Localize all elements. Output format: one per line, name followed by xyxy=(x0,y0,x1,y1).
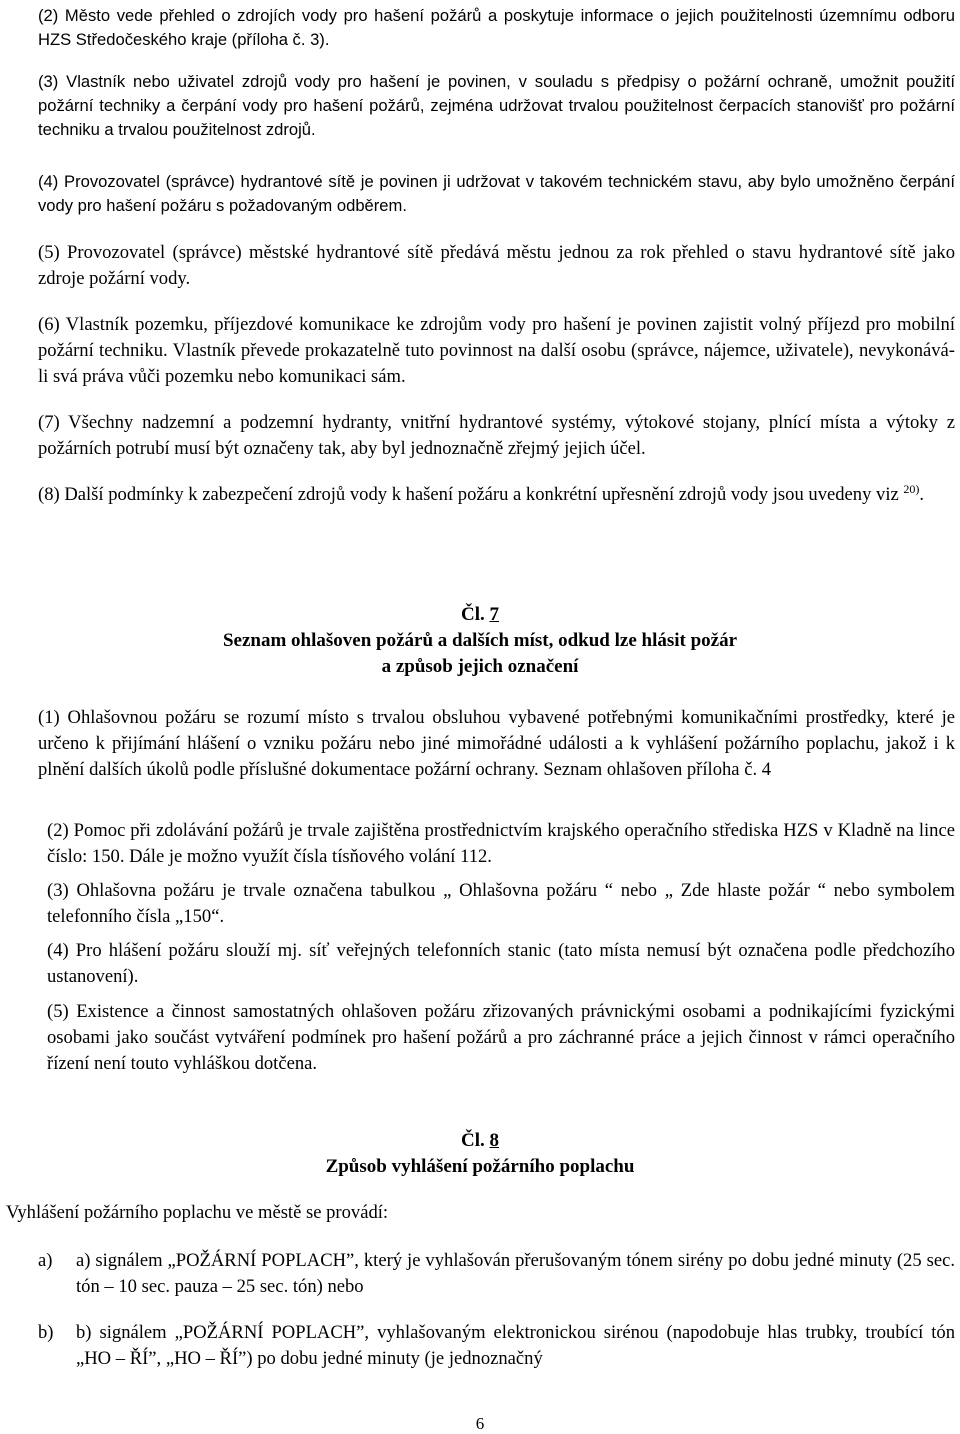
article-7-prefix: Čl. xyxy=(461,604,490,625)
list-item-text: b) signálem „POŽÁRNÍ POPLACH”, vyhlašovaným elektronickou sirénou (napodobuje hlas trubky, troubící tón „HO – ŘÍ”, „HO – ŘÍ”) po dobu jedné minuty (je jednoznačný xyxy=(76,1322,955,1369)
art7-paragraph-4: (4) Pro hlášení požáru slouží mj. síť veřejných telefonních stanic (tato místa nemusí být označena podle předchozího ustanovení). xyxy=(47,940,955,987)
art7-paragraph-2: (2) Pomoc při zdolávání požárů je trvale zajištěna prostřednictvím krajského operačního střediska HZS v Kladně na lince číslo: 150. Dále je možno využít čísla tísňového volání 112. xyxy=(47,820,955,867)
article-7-number xyxy=(0,602,960,628)
art8-intro: Vyhlášení požárního poplachu ve městě se provádí: xyxy=(6,1202,389,1223)
paragraph-8-text: (8) Další podmínky k zabezpečení zdrojů vody k hašení požáru a konkrétní upřesnění zdrojů vody jsou uvedeny viz xyxy=(38,484,904,505)
paragraph-7: (7) Všechny nadzemní a podzemní hydranty, vnitřní hydrantové systémy, výtokové stojany, plnící místa a výtoky z požárních potrubí musí být označeny tak, aby byl jednoznačně zřejmý jejich účel. xyxy=(38,412,955,459)
article-7-title-1: Seznam ohlašoven požárů a dalších míst, odkud lze hlásit požár xyxy=(222,630,738,651)
footnote-ref: 20) xyxy=(903,482,920,496)
list-marker: a) xyxy=(38,1250,53,1271)
paragraph-6: (6) Vlastník pozemku, příjezdové komunikace ke zdrojům vody pro hašení je povinen zajistit volný příjezd pro mobilní požární techniku. Vlastník převede prokazatelně tuto povinnost na další osobu (správce, nájemce, uživatele), nevykonává-li svá práva vůči pozemku nebo komunikaci sám. xyxy=(38,314,955,387)
article-8-prefix: Čl. xyxy=(461,1130,490,1151)
art7-paragraph-5: (5) Existence a činnost samostatných ohlašoven požáru zřizovaných právnickými osobami a podnikajícími fyzickými osobami jako součást vytváření podmínek pro hašení požárů a pro záchranné práce a jejich činnost v rámci operačního řízení není touto vyhláškou dotčena. xyxy=(47,1001,955,1074)
paragraph-8-end: . xyxy=(919,484,925,505)
article-8-title: Způsob vyhlášení požárního poplachu xyxy=(325,1156,635,1177)
list-marker: b) xyxy=(38,1322,54,1343)
article-7-num: 7 xyxy=(489,604,499,625)
article-8-number xyxy=(0,1128,960,1154)
page-number: 6 xyxy=(475,1414,485,1433)
paragraph-4: (4) Provozovatel (správce) hydrantové sítě je povinen ji udržovat v takovém technickém stavu, aby bylo umožněno čerpání vody pro hašení požáru s požadovaným odběrem. xyxy=(38,172,955,215)
art7-paragraph-3: (3) Ohlašovna požáru je trvale označena tabulkou „ Ohlašovna požáru “ nebo „ Zde hlaste požár “ nebo symbolem telefonního čísla „150“. xyxy=(47,880,955,927)
paragraph-3: (3) Vlastník nebo uživatel zdrojů vody pro hašení je povinen, v souladu s předpisy o požární ochraně, umožnit použití požární techniky a čerpání vody pro hašení požárů, zejména udržovat trvalou použitelnost čerpacích stanovišť pro požární techniku a trvalou použitelnost zdrojů. xyxy=(38,72,955,139)
paragraph-8 xyxy=(38,482,955,508)
list-item-text: a) signálem „POŽÁRNÍ POPLACH”, který je vyhlašován přerušovaným tónem sirény po dobu jedné minuty (25 sec. tón – 10 sec. pauza – 25 sec. tón) nebo xyxy=(76,1250,955,1297)
article-8-num: 8 xyxy=(489,1130,499,1151)
list-item xyxy=(38,1320,955,1372)
article-7-title-2: a způsob jejich označení xyxy=(381,656,579,677)
paragraph-5: (5) Provozovatel (správce) městské hydrantové sítě předává městu jednou za rok přehled o stavu hydrantové sítě jako zdroje požární vody. xyxy=(38,242,955,289)
paragraph-2: (2) Město vede přehled o zdrojích vody pro hašení požárů a poskytuje informace o jejich použitelnosti územnímu odboru HZS Středočeského kraje (příloha č. 3). xyxy=(38,6,955,49)
list-item xyxy=(38,1248,955,1300)
art7-paragraph-1: (1) Ohlašovnou požáru se rozumí místo s trvalou obsluhou vybavené potřebnými komunikačními prostředky, které je určeno k přijímání hlášení o vzniku požáru nebo jiné mimořádné události a k vyhlášení požárního poplachu, jakož i k plnění dalších úkolů podle příslušné dokumentace požární ochrany. Seznam ohlašoven příloha č. 4 xyxy=(38,707,955,780)
